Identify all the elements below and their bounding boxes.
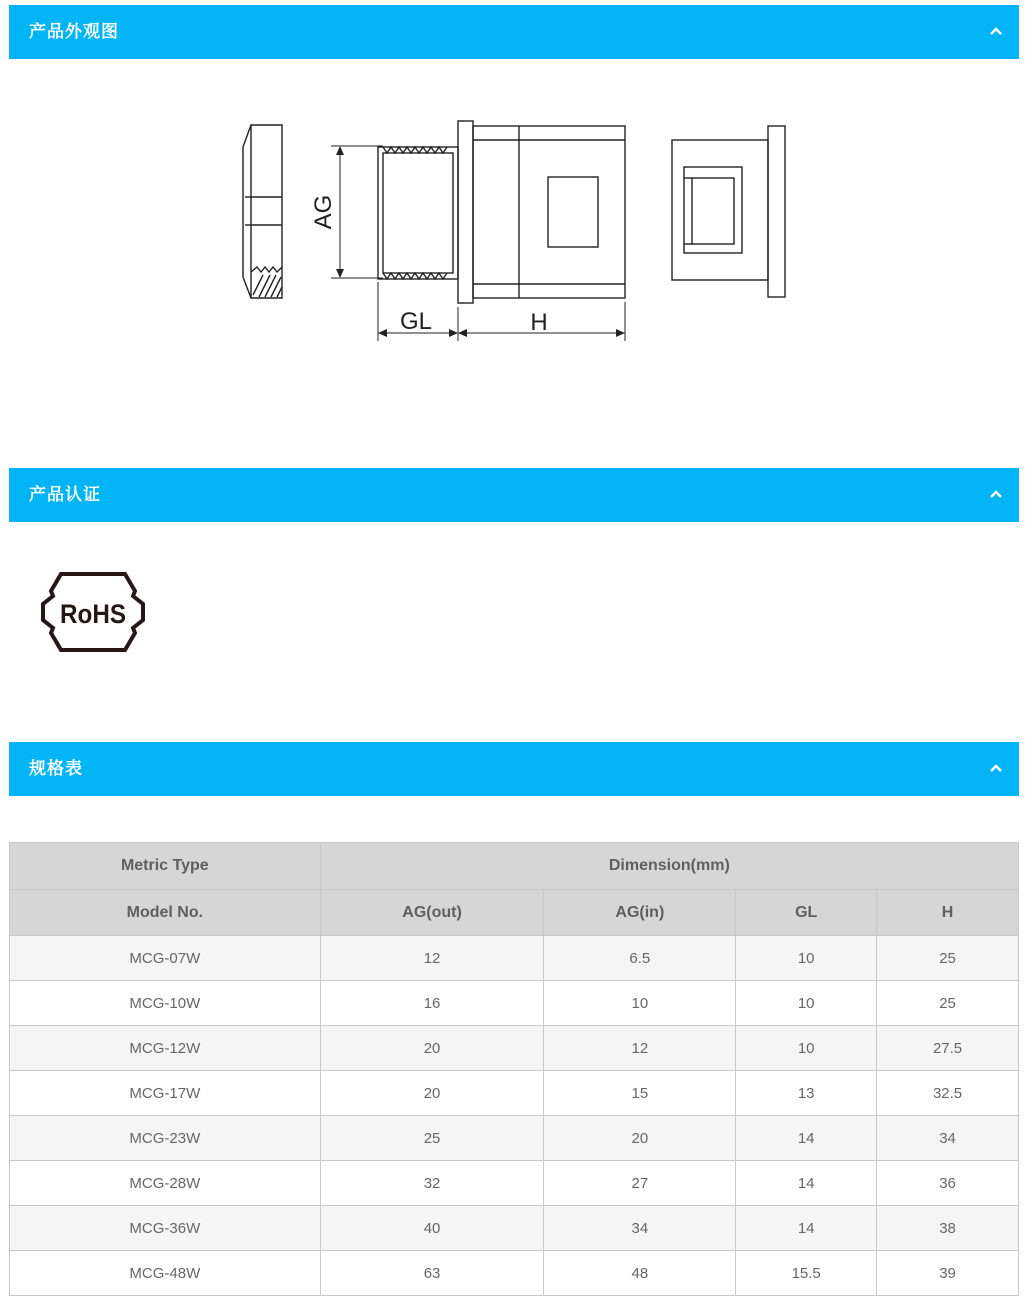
table-row <box>10 1206 1019 1251</box>
table-cell: 15 <box>544 1071 736 1116</box>
label-ag: AG <box>310 194 337 230</box>
table-cell: 20 <box>320 1026 544 1071</box>
table-cell: 14 <box>736 1206 877 1251</box>
column-header: AG(in) <box>544 890 736 936</box>
table-cell: 48 <box>544 1251 736 1296</box>
table-cell: 25 <box>877 936 1019 981</box>
section-title: 产品认证 <box>29 485 101 505</box>
table-cell: 32 <box>320 1161 544 1206</box>
table-cell: MCG-12W <box>10 1026 321 1071</box>
table-row <box>10 981 1019 1026</box>
table-row <box>10 1026 1019 1071</box>
table-cell: 27 <box>544 1161 736 1206</box>
table-cell: 10 <box>736 981 877 1026</box>
table-row <box>10 1251 1019 1296</box>
table-cell: MCG-28W <box>10 1161 321 1206</box>
table-cell: 10 <box>544 981 736 1026</box>
table-row <box>10 1161 1019 1206</box>
section-title: 产品外观图 <box>29 22 119 42</box>
table-cell: MCG-23W <box>10 1116 321 1161</box>
spec-table <box>9 842 1019 1296</box>
section-header-appearance[interactable] <box>9 5 1019 59</box>
label-gl: GL <box>399 308 433 335</box>
table-cell: MCG-48W <box>10 1251 321 1296</box>
table-cell: 34 <box>544 1206 736 1251</box>
table-cell: 39 <box>877 1251 1019 1296</box>
table-cell: 16 <box>320 981 544 1026</box>
table-cell: 12 <box>544 1026 736 1071</box>
table-cell: 12 <box>320 936 544 981</box>
section-header-certification[interactable] <box>9 468 1019 522</box>
table-cell: 6.5 <box>544 936 736 981</box>
label-h: H <box>530 309 548 336</box>
chevron-up-icon[interactable] <box>987 485 1005 503</box>
table-cell: 38 <box>877 1206 1019 1251</box>
header-metric-type: Metric Type <box>10 843 321 890</box>
header-dimension: Dimension(mm) <box>320 843 1018 890</box>
chevron-up-icon[interactable] <box>987 759 1005 777</box>
table-cell: 25 <box>877 981 1019 1026</box>
rohs-logo <box>41 571 145 653</box>
table-cell: 10 <box>736 1026 877 1071</box>
table-cell: 27.5 <box>877 1026 1019 1071</box>
table-cell: 20 <box>544 1116 736 1161</box>
table-cell: 34 <box>877 1116 1019 1161</box>
table-cell: 36 <box>877 1161 1019 1206</box>
table-row <box>10 1116 1019 1161</box>
table-cell: MCG-07W <box>10 936 321 981</box>
table-cell: MCG-10W <box>10 981 321 1026</box>
chevron-up-icon[interactable] <box>987 22 1005 40</box>
column-header: Model No. <box>10 890 321 936</box>
product-drawing <box>233 117 793 347</box>
table-cell: 10 <box>736 936 877 981</box>
table-cell: 14 <box>736 1161 877 1206</box>
table-cell: MCG-36W <box>10 1206 321 1251</box>
table-cell: MCG-17W <box>10 1071 321 1116</box>
column-header: H <box>877 890 1019 936</box>
table-cell: 63 <box>320 1251 544 1296</box>
table-row <box>10 1071 1019 1116</box>
table-cell: 40 <box>320 1206 544 1251</box>
table-row <box>10 936 1019 981</box>
table-cell: 13 <box>736 1071 877 1116</box>
section-title: 规格表 <box>29 759 83 779</box>
column-header: AG(out) <box>320 890 544 936</box>
section-header-spec[interactable] <box>9 742 1019 796</box>
table-cell: 14 <box>736 1116 877 1161</box>
rohs-text: RoHS <box>60 599 126 629</box>
table-cell: 32.5 <box>877 1071 1019 1116</box>
table-cell: 15.5 <box>736 1251 877 1296</box>
table-cell: 25 <box>320 1116 544 1161</box>
column-header: GL <box>736 890 877 936</box>
table-cell: 20 <box>320 1071 544 1116</box>
